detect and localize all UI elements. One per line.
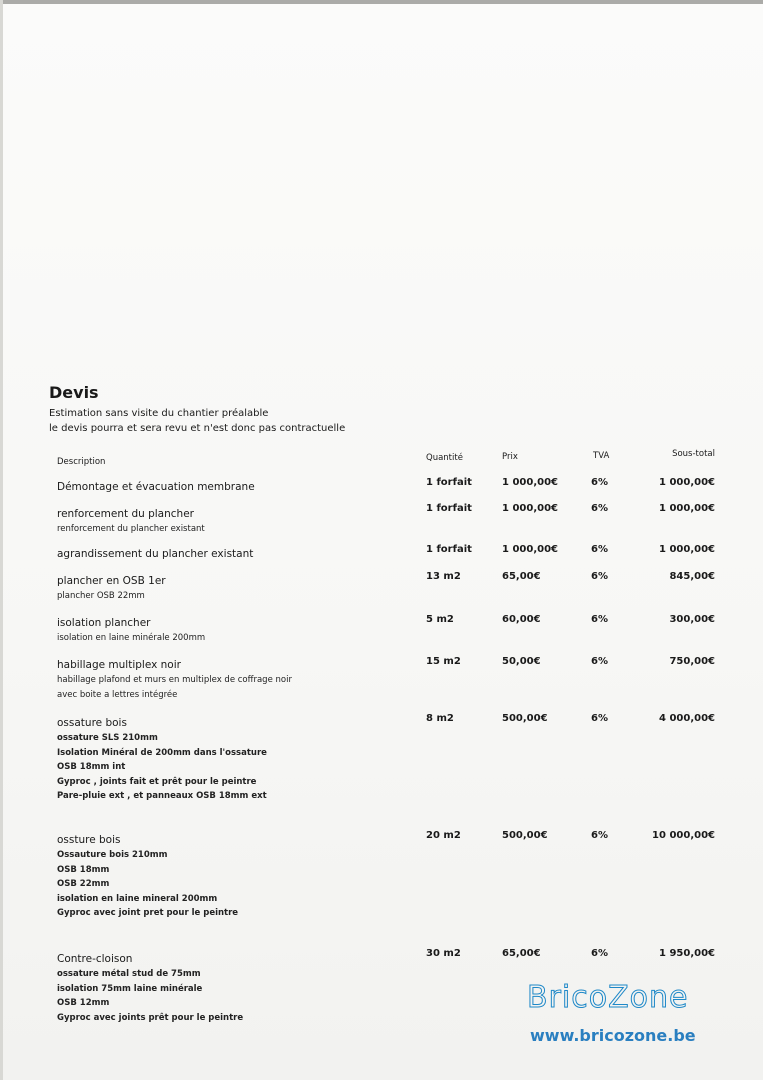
row-qty: 1 forfait <box>426 544 472 555</box>
row-tva: 6% <box>591 571 608 582</box>
bricozone-url: www.bricozone.be <box>530 1026 696 1045</box>
row-price: 50,00€ <box>502 656 541 667</box>
row-price: 1 000,00€ <box>502 503 558 514</box>
row-title: isolation plancher <box>57 617 151 629</box>
row-qty: 5 m2 <box>426 614 454 625</box>
row-qty: 13 m2 <box>426 571 461 582</box>
row-subtotal: 845,00€ <box>669 571 715 582</box>
row-title: renforcement du plancher <box>57 508 194 520</box>
row-qty: 20 m2 <box>426 830 461 841</box>
row-title: Démontage et évacuation membrane <box>57 481 255 493</box>
row-subtotal: 4 000,00€ <box>659 713 715 724</box>
row-detail: avec boite a lettres intégrée <box>57 689 178 700</box>
row-detail: Ossauture bois 210mm <box>57 850 168 860</box>
table-row <box>57 657 292 702</box>
row-tva: 6% <box>591 830 608 841</box>
row-subtotal: 1 000,00€ <box>659 544 715 555</box>
row-subtotal: 300,00€ <box>669 614 715 625</box>
row-tva: 6% <box>591 713 608 724</box>
row-title: ossture bois <box>57 834 121 846</box>
table-row <box>57 951 243 1025</box>
row-subtotal: 1 000,00€ <box>659 503 715 514</box>
table-row <box>57 506 205 537</box>
row-detail: Isolation Minéral de 200mm dans l'ossature <box>57 747 267 758</box>
row-tva: 6% <box>591 544 608 555</box>
row-detail: renforcement du plancher existant <box>57 524 205 534</box>
row-detail: isolation en laine mineral 200mm <box>57 893 218 904</box>
row-qty: 1 forfait <box>426 503 472 514</box>
row-price: 65,00€ <box>502 948 541 959</box>
row-title: habillage multiplex noir <box>57 659 181 671</box>
table-row <box>57 546 253 562</box>
row-subtotal: 1 000,00€ <box>659 477 715 488</box>
row-qty: 8 m2 <box>426 713 454 724</box>
row-subtotal: 750,00€ <box>669 656 715 667</box>
row-detail: ossature SLS 210mm <box>57 733 158 743</box>
row-qty: 30 m2 <box>426 948 461 959</box>
row-detail: ossature métal stud de 75mm <box>57 969 201 979</box>
row-detail: Pare-pluie ext , et panneaux OSB 18mm ext <box>57 791 267 801</box>
row-detail: OSB 18mm <box>57 864 110 875</box>
row-detail: OSB 18mm int <box>57 762 126 772</box>
table-row <box>57 573 166 604</box>
header-prix: Prix <box>502 452 518 462</box>
row-qty: 1 forfait <box>426 477 472 488</box>
header-soustotal: Sous-total <box>672 449 715 459</box>
table-row <box>57 615 205 646</box>
row-price: 1 000,00€ <box>502 544 558 555</box>
row-title: ossature bois <box>57 717 127 729</box>
row-tva: 6% <box>591 948 608 959</box>
intro-line: Estimation sans visite du chantier préalable <box>49 408 269 419</box>
row-price: 65,00€ <box>502 571 541 582</box>
header-description: Description <box>57 457 106 467</box>
row-detail: Gyproc , joints fait et prêt pour le peintre <box>57 776 257 787</box>
table-row <box>57 479 255 495</box>
header-quantite: Quantité <box>426 453 463 463</box>
row-detail: OSB 12mm <box>57 998 110 1008</box>
row-qty: 15 m2 <box>426 656 461 667</box>
table-row <box>57 715 267 804</box>
row-detail: isolation 75mm laine minérale <box>57 983 203 994</box>
bricozone-watermark: BricoZone <box>527 980 689 1015</box>
row-price: 500,00€ <box>502 830 548 841</box>
devis-title: Devis <box>49 383 99 402</box>
table-row <box>57 832 238 921</box>
row-detail: isolation en laine minérale 200mm <box>57 633 206 643</box>
row-title: plancher en OSB 1er <box>57 575 166 587</box>
row-tva: 6% <box>591 503 608 514</box>
row-title: Contre-cloison <box>57 953 133 965</box>
row-detail: OSB 22mm <box>57 879 110 889</box>
row-price: 1 000,00€ <box>502 477 558 488</box>
row-tva: 6% <box>591 477 608 488</box>
header-tva: TVA <box>593 451 610 461</box>
devis-intro <box>49 406 345 436</box>
row-price: 60,00€ <box>502 614 541 625</box>
row-detail: Gyproc avec joints prêt pour le peintre <box>57 1012 244 1023</box>
row-detail: habillage plafond et murs en multiplex de coffrage noir <box>57 675 292 685</box>
row-title: agrandissement du plancher existant <box>57 548 254 560</box>
row-detail: Gyproc avec joint pret pour le peintre <box>57 908 239 918</box>
page-top-edge <box>3 0 763 4</box>
row-price: 500,00€ <box>502 713 548 724</box>
row-subtotal: 10 000,00€ <box>652 830 715 841</box>
row-subtotal: 1 950,00€ <box>659 948 715 959</box>
row-tva: 6% <box>591 614 608 625</box>
intro-line: le devis pourra et sera revu et n'est donc pas contractuelle <box>49 423 346 434</box>
row-tva: 6% <box>591 656 608 667</box>
row-detail: plancher OSB 22mm <box>57 591 145 601</box>
